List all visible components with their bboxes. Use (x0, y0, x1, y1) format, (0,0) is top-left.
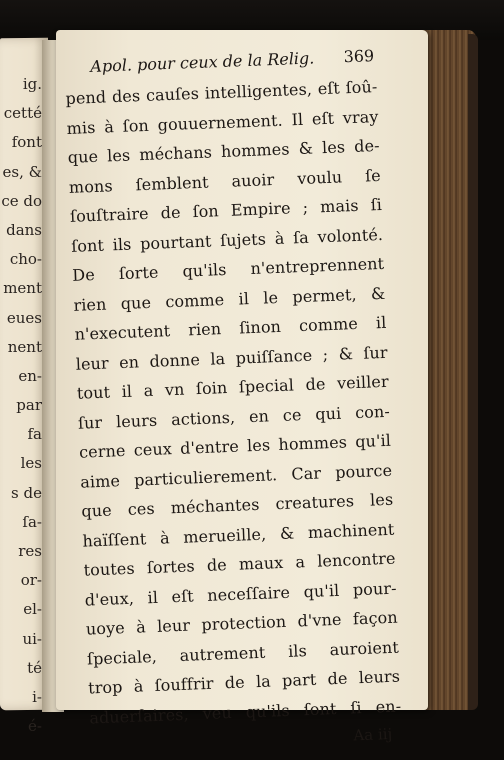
left-fragment: font (11, 133, 42, 152)
left-fragment: nent (7, 337, 42, 356)
text-line: leur en donne la puiſſance ; & ſur (75, 342, 388, 374)
left-fragment: es, & (2, 162, 42, 181)
left-fragment: or- (20, 571, 42, 590)
left-fragment: ig. (22, 75, 42, 93)
text-line: haïſſent à merueille, & machinent (82, 519, 395, 551)
left-fragment: cho- (9, 250, 42, 269)
text-line: ſpeciale, autrement ils auroient (86, 637, 400, 669)
text-line: cerne ceux d'entre les hommes qu'il (78, 430, 392, 462)
text-line: n'executent rien ſinon comme il (74, 312, 387, 344)
page-text (64, 46, 403, 758)
left-fragment: cetté (3, 104, 42, 123)
text-line: rien que comme il le permet, & (73, 283, 386, 315)
left-page-text (0, 70, 46, 741)
left-fragment: fa (27, 425, 42, 444)
text-line: ſur leurs actions, en ce qui con- (77, 401, 391, 433)
text-line: aime particulierement. Car pource (79, 460, 393, 492)
left-fragment: ſa- (22, 512, 42, 531)
left-fragment: dans (6, 220, 42, 239)
text-line: mons ſemblent auoir voulu ſe (68, 165, 382, 197)
left-fragment: é- (28, 717, 42, 736)
left-fragment: ui- (22, 629, 42, 648)
text-line: d'eux, il eſt neceſſaire qu'il pour- (84, 578, 397, 610)
left-fragment: té (27, 658, 42, 677)
text-line: pend des cauſes intelligentes, eſt ſoû- (65, 77, 378, 108)
left-fragment: par (16, 396, 42, 415)
running-head: Apol. pour ceux de la Relig. (89, 48, 315, 76)
left-fragment: ment (3, 279, 42, 298)
left-fragment: res (18, 542, 42, 560)
left-fragment: ce do (1, 191, 42, 210)
text-line: De ſorte qu'ils n'entreprennent (71, 253, 385, 285)
left-fragment: el- (23, 600, 42, 619)
left-fragment: en- (18, 366, 42, 385)
page-number: 369 (343, 46, 375, 67)
text-line: toutes ſortes de maux a lencontre (83, 548, 396, 580)
left-fragment: i- (32, 687, 42, 706)
left-fragment: eues (6, 308, 42, 327)
text-line: que les méchans hommes & les de- (67, 135, 380, 167)
text-line: mis à ſon gouuernement. Il eſt vray (66, 106, 379, 138)
signature-mark: Aa iij (353, 724, 393, 745)
text-line: aduerſaires, veu qu'ils ſont ſi en- (88, 696, 402, 728)
text-line: uoye à leur protection d'vne façon (85, 607, 399, 639)
text-line: ſouſtraire de ſon Empire ; mais ſi (69, 194, 383, 226)
left-fragment: s de (11, 483, 42, 502)
text-line: ſont ils pourtant ſujets à ſa volonté. (70, 224, 384, 256)
left-fragment: les (20, 454, 42, 473)
text-line: tout il a vn ſoin ſpecial de veiller (76, 371, 390, 403)
book-cover-edge (468, 34, 478, 710)
text-line: que ces méchantes creatures les (81, 489, 394, 521)
text-line: trop à ſouffrir de la part de leurs (87, 666, 401, 698)
